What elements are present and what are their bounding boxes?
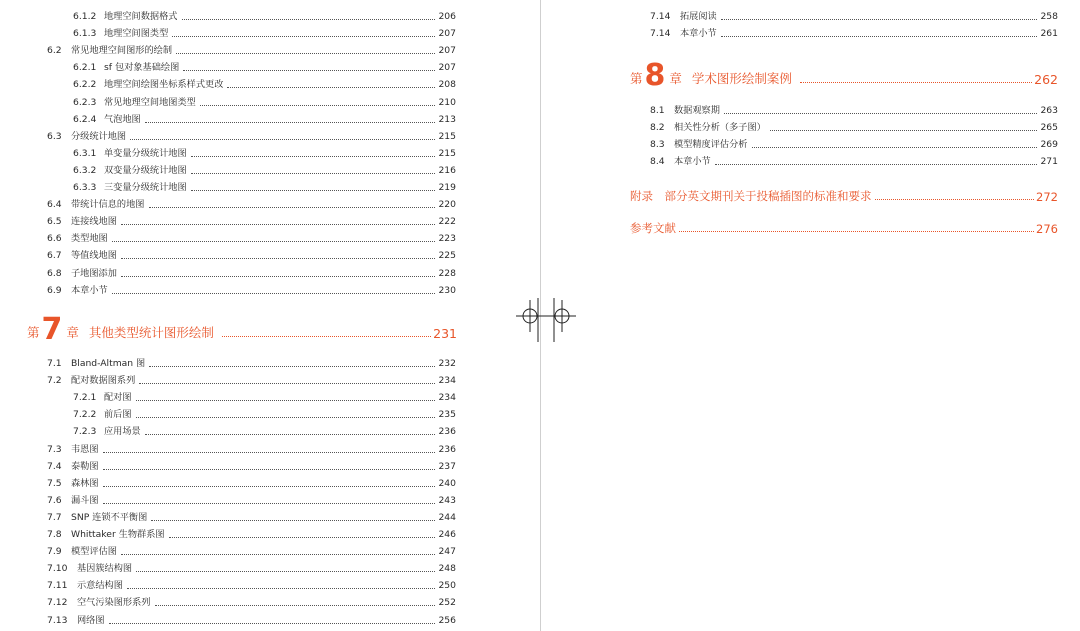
dot-leader [721, 36, 1037, 37]
toc-entry-page-number: 263 [1040, 105, 1058, 116]
toc-entry-title: 网络图 [77, 614, 105, 626]
toc-entry-page-number: 220 [438, 199, 456, 211]
dot-leader [875, 199, 1035, 200]
toc-entry-page-number: 232 [438, 358, 456, 369]
toc-entry[interactable] [47, 457, 456, 473]
toc-entry-title: 泰勒图 [71, 460, 99, 472]
toc-entry-title: 分级统计地图 [71, 130, 127, 142]
toc-entry[interactable] [47, 474, 456, 490]
toc-entry-title: 韦恩图 [71, 443, 99, 455]
toc-entry-page-number: 223 [438, 233, 456, 245]
toc-entry-page-number: 230 [438, 284, 456, 296]
toc-entry-page-number: 207 [438, 28, 456, 40]
dot-leader [130, 139, 435, 140]
toc-entry-title: 配对图 [104, 392, 132, 404]
dot-leader [191, 173, 435, 174]
dot-leader [121, 554, 435, 555]
toc-entry-title: sf 包对象基础绘图 [104, 62, 180, 74]
toc-entry-page-number: 236 [438, 443, 456, 455]
dot-leader [752, 147, 1038, 148]
dot-leader [109, 623, 435, 624]
toc-entry-title: 森林图 [71, 477, 99, 489]
chapter-7-heading[interactable] [27, 312, 457, 347]
dot-leader [121, 224, 435, 225]
dot-leader [136, 400, 435, 401]
toc-entry-number: 6.3.1 [73, 147, 97, 159]
dot-leader [227, 87, 435, 88]
dot-leader [155, 605, 436, 606]
toc-entry-number: 7.1 [47, 358, 62, 369]
toc-entry-number: 7.2.2 [73, 409, 97, 421]
toc-entry-number: 7.10 [47, 563, 68, 575]
toc-entry-page-number: 269 [1040, 139, 1058, 151]
toc-entry-number: 8.1 [650, 105, 665, 116]
toc-entry-title: 带统计信息的地图 [71, 199, 145, 211]
toc-entry-page-number: 235 [438, 409, 456, 421]
references-entry[interactable] [630, 218, 1058, 236]
dot-leader [136, 417, 435, 418]
toc-entry-page-number: 247 [438, 546, 456, 558]
dot-leader [145, 122, 435, 123]
registration-mark-icon [508, 296, 584, 346]
toc-entry-title: 本章小节 [674, 156, 711, 168]
toc-entry[interactable] [650, 24, 1058, 40]
chapter-suffix: 章 [669, 71, 682, 86]
toc-entry-page-number: 252 [438, 597, 456, 609]
toc-entry-title: 空气污染图形系列 [77, 597, 151, 609]
dot-leader [191, 190, 435, 191]
toc-entry-title: Whittaker 生物群系图 [71, 529, 165, 540]
toc-entry-number: 7.14 [650, 11, 671, 22]
toc-entry-title: 拓展阅读 [680, 11, 717, 22]
toc-entry-number: 7.2 [47, 375, 62, 387]
toc-entry-number: 6.6 [47, 233, 62, 245]
chapter-8-heading[interactable] [630, 58, 1058, 93]
toc-entry-title: 类型地图 [71, 233, 108, 245]
toc-entry-title: 基因簇结构图 [77, 563, 133, 575]
toc-entry[interactable] [47, 542, 456, 558]
toc-entry-page-number: 207 [438, 62, 456, 74]
dot-leader [136, 571, 435, 572]
toc-entry[interactable] [47, 354, 456, 370]
toc-entry-number: 6.5 [47, 216, 62, 228]
toc-entry-number: 7.5 [47, 477, 62, 489]
dot-leader [200, 105, 435, 106]
dot-leader [222, 336, 431, 337]
toc-entry-page-number: 246 [438, 529, 456, 540]
toc-entry[interactable] [650, 7, 1058, 23]
toc-entry-number: 7.3 [47, 443, 62, 455]
toc-entry-title: 双变量分级统计地图 [104, 164, 187, 176]
dot-leader [721, 19, 1037, 20]
toc-entry-page-number: 207 [438, 45, 456, 57]
toc-entry[interactable] [73, 93, 456, 109]
toc-entry-title: 常见地理空间图形的绘制 [71, 45, 173, 57]
toc-entry-page-number: 215 [438, 147, 456, 159]
references-title: 参考文献 [630, 221, 676, 235]
chapter-page-number: 231 [433, 326, 457, 341]
toc-entry-number: 7.6 [47, 494, 62, 506]
toc-entry-title: 前后图 [104, 409, 132, 421]
toc-entry-title: 漏斗图 [71, 494, 99, 506]
toc-entry[interactable] [73, 388, 456, 404]
toc-entry-title: 单变量分级统计地图 [104, 147, 187, 159]
toc-entry[interactable] [47, 559, 456, 575]
toc-entry-page-number: 258 [1040, 11, 1058, 22]
toc-entry[interactable] [47, 127, 456, 143]
chapter-prefix: 第 [630, 71, 643, 86]
toc-entry-page-number: 237 [438, 460, 456, 472]
toc-entry-number: 6.2.4 [73, 113, 97, 125]
dot-leader [679, 231, 1034, 232]
toc-entry-number: 6.4 [47, 199, 62, 211]
dot-leader [121, 258, 435, 259]
dot-leader [183, 70, 435, 71]
toc-entry-number: 7.7 [47, 511, 62, 523]
toc-entry-title: 子地图添加 [71, 267, 117, 279]
toc-entry-number: 6.2.3 [73, 96, 97, 108]
toc-entry-page-number: 225 [438, 250, 456, 262]
dot-leader [715, 164, 1037, 165]
toc-entry[interactable] [73, 58, 456, 74]
toc-entry-page-number: 265 [1040, 122, 1058, 134]
toc-entry-page-number: 208 [438, 79, 456, 91]
toc-entry-number: 7.11 [47, 580, 68, 592]
toc-entry[interactable] [73, 161, 456, 177]
toc-entry-number: 7.12 [47, 597, 68, 609]
appendix-entry[interactable] [630, 186, 1058, 204]
appendix-page-number: 272 [1036, 190, 1058, 204]
toc-entry-title: 等值线地图 [71, 250, 117, 262]
toc-entry-number: 7.14 [650, 28, 671, 40]
toc-entry-title: 气泡地图 [104, 113, 141, 125]
toc-entry-title: SNP 连锁不平衡图 [71, 511, 148, 523]
toc-entry[interactable] [47, 229, 456, 245]
toc-entry-page-number: 256 [438, 614, 456, 626]
toc-entry-title: 连接线地图 [71, 216, 117, 228]
dot-leader [176, 53, 435, 54]
toc-entry-page-number: 222 [438, 216, 456, 228]
toc-entry[interactable] [47, 41, 456, 57]
toc-entry-number: 6.3.3 [73, 182, 97, 193]
dot-leader [112, 241, 435, 242]
toc-entry-title: 本章小节 [680, 28, 717, 40]
toc-entry-page-number: 219 [438, 182, 456, 193]
toc-entry-title: 示意结构图 [77, 580, 123, 592]
toc-entry-number: 6.2 [47, 45, 62, 57]
toc-entry[interactable] [73, 110, 456, 126]
toc-entry-title: 三变量分级统计地图 [104, 182, 187, 193]
toc-entry[interactable] [47, 246, 456, 262]
toc-entry[interactable] [47, 525, 456, 541]
toc-entry-page-number: 250 [438, 580, 456, 592]
toc-entry-page-number: 243 [438, 494, 456, 506]
toc-entry-page-number: 210 [438, 96, 456, 108]
toc-entry-title: 相关性分析（多子图） [674, 122, 766, 134]
right-page [542, 0, 1080, 631]
toc-entry-title: 地理空间绘图坐标系样式更改 [104, 79, 224, 91]
toc-entry-number: 6.1.3 [73, 28, 97, 40]
dot-leader [103, 469, 435, 470]
toc-entry-number: 7.9 [47, 546, 62, 558]
dot-leader [103, 486, 435, 487]
toc-entry-page-number: 213 [438, 113, 456, 125]
appendix-title: 附录 部分英文期刊关于投稿插图的标准和要求 [630, 189, 872, 203]
toc-entry-number: 7.13 [47, 614, 68, 626]
chapter-title: 其他类型统计图形绘制 [88, 325, 214, 340]
toc-entry-page-number: 228 [438, 267, 456, 279]
toc-entry[interactable] [73, 178, 456, 194]
dot-leader [169, 537, 435, 538]
dot-leader [121, 276, 435, 277]
toc-entry[interactable] [47, 195, 456, 211]
chapter-title: 学术图形绘制案例 [691, 71, 792, 86]
toc-entry-number: 8.4 [650, 156, 665, 168]
toc-entry-title: 常见地理空间地图类型 [104, 96, 196, 108]
toc-entry-page-number: 234 [438, 375, 456, 387]
toc-entry-title: 应用场景 [104, 426, 141, 438]
dot-leader [127, 588, 435, 589]
toc-entry-page-number: 234 [438, 392, 456, 404]
toc-entry[interactable] [47, 212, 456, 228]
toc-entry-title: 地理空间数据格式 [104, 11, 178, 22]
chapter-suffix: 章 [66, 325, 79, 340]
toc-entry-page-number: 240 [438, 477, 456, 489]
dot-leader [151, 520, 435, 521]
toc-entry[interactable] [73, 144, 456, 160]
toc-entry-page-number: 216 [438, 164, 456, 176]
dot-leader [149, 207, 436, 208]
toc-entry[interactable] [47, 611, 456, 627]
toc-entry-number: 6.2.2 [73, 79, 97, 91]
toc-entry-page-number: 215 [438, 130, 456, 142]
chapter-page-number: 262 [1034, 72, 1058, 87]
toc-entry-number: 6.3 [47, 130, 62, 142]
toc-entry-number: 7.2.3 [73, 426, 97, 438]
toc-entry-page-number: 236 [438, 426, 456, 438]
references-page-number: 276 [1036, 222, 1058, 236]
toc-entry[interactable] [650, 152, 1058, 168]
toc-entry-title: 模型精度评估分析 [674, 139, 748, 151]
toc-entry-page-number: 261 [1040, 28, 1058, 40]
toc-entry-number: 6.8 [47, 267, 62, 279]
toc-entry-title: 数据观察期 [674, 105, 720, 116]
toc-entry[interactable] [650, 101, 1058, 117]
toc-entry-number: 8.2 [650, 122, 665, 134]
dot-leader [139, 383, 435, 384]
toc-entry[interactable] [73, 75, 456, 91]
toc-entry-title: 模型评估图 [71, 546, 117, 558]
toc-entry[interactable] [73, 7, 456, 23]
toc-entry-title: Bland-Altman 图 [71, 358, 146, 369]
dot-leader [182, 19, 436, 20]
toc-entry-number: 8.3 [650, 139, 665, 151]
dot-leader [191, 156, 435, 157]
toc-entry-number: 6.9 [47, 284, 62, 296]
toc-entry-number: 6.7 [47, 250, 62, 262]
chapter-number: 7 [41, 312, 63, 347]
dot-leader [770, 130, 1037, 131]
toc-entry-number: 6.3.2 [73, 164, 97, 176]
toc-entry-number: 7.4 [47, 460, 62, 472]
toc-entry-title: 配对数据图系列 [71, 375, 136, 387]
dot-leader [800, 82, 1032, 83]
toc-entry-page-number: 271 [1040, 156, 1058, 168]
dot-leader [103, 503, 435, 504]
toc-entry[interactable] [47, 508, 456, 524]
toc-entry[interactable] [47, 371, 456, 387]
toc-entry-number: 7.2.1 [73, 392, 97, 404]
dot-leader [145, 434, 435, 435]
toc-entry[interactable] [650, 135, 1058, 151]
toc-entry-number: 6.2.1 [73, 62, 97, 74]
dot-leader [103, 452, 435, 453]
toc-entry-title: 本章小节 [71, 284, 108, 296]
toc-entry[interactable] [650, 118, 1058, 134]
dot-leader [172, 36, 435, 37]
toc-entry[interactable] [47, 491, 456, 507]
toc-entry[interactable] [47, 281, 456, 297]
toc-entry[interactable] [47, 440, 456, 456]
toc-entry[interactable] [73, 405, 456, 421]
toc-entry-title: 地理空间图类型 [104, 28, 169, 40]
toc-entry-page-number: 248 [438, 563, 456, 575]
toc-entry[interactable] [47, 264, 456, 280]
toc-entry-page-number: 206 [438, 11, 456, 22]
dot-leader [724, 113, 1037, 114]
toc-entry-number: 7.8 [47, 529, 62, 540]
toc-entry-number: 6.1.2 [73, 11, 97, 22]
dot-leader [112, 293, 435, 294]
toc-entry[interactable] [47, 593, 456, 609]
toc-entry-page-number: 244 [438, 511, 456, 523]
toc-entry[interactable] [73, 24, 456, 40]
toc-entry[interactable] [73, 422, 456, 438]
dot-leader [149, 366, 435, 367]
toc-entry[interactable] [47, 576, 456, 592]
chapter-number: 8 [644, 58, 666, 93]
chapter-prefix: 第 [27, 325, 40, 340]
